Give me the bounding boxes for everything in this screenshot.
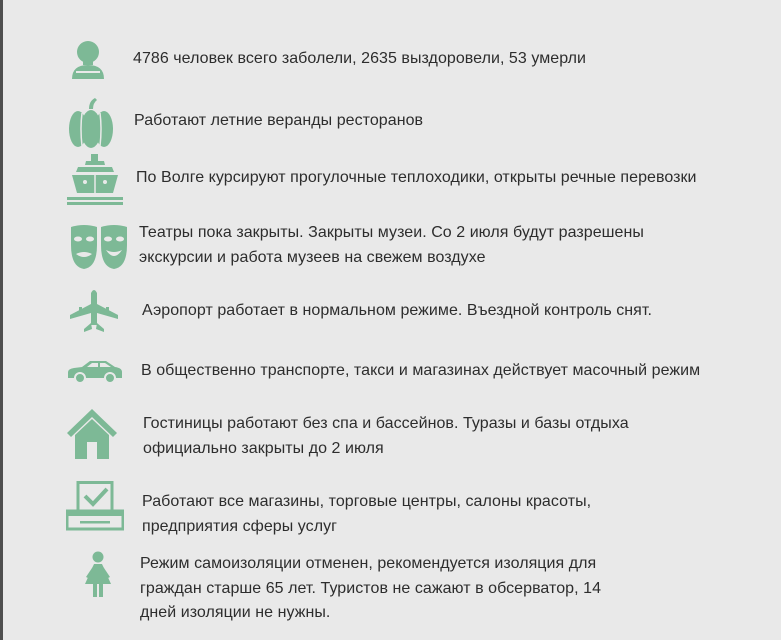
- ship-icon: [67, 153, 123, 206]
- item-text: [143, 412, 629, 461]
- item-text: 4786 человек всего заболели, 2635 выздоровели, 53 умерли: [133, 50, 586, 67]
- item-text: Работают летние веранды ресторанов: [134, 112, 424, 129]
- ballot-box-icon: [66, 481, 124, 531]
- item-text-line: экскурсии и работа музеев на свежем воздухе: [139, 248, 486, 266]
- item-text-line: дней изоляции не нужны.: [140, 604, 331, 621]
- item-text-line: Работают все магазины, торговые центры, салоны красоты,: [142, 493, 592, 510]
- item-text-line: Театры пока закрыты. Закрыты музеи. Со 2 июля будут разрешены: [139, 224, 644, 241]
- item-text: В общественно транспорте, такси и магазинах действует масочный режим: [141, 362, 701, 379]
- item-text-line: официально закрыты до 2 июля: [143, 439, 384, 457]
- car-icon: [66, 359, 124, 383]
- left-border: [0, 0, 3, 640]
- airplane-icon: [70, 287, 118, 333]
- item-text: [139, 221, 644, 270]
- house-icon: [66, 408, 118, 460]
- item-text-line: предприятия сферы услуг: [142, 517, 338, 535]
- item-text: [142, 490, 591, 539]
- item-text-line: Гостиницы работают без спа и бассейнов. Туразы и базы отдыха: [143, 415, 629, 432]
- item-text-line: граждан старше 65 лет. Туристов не сажают в обсерватор, 14: [140, 579, 602, 597]
- item-text-line: Режим самоизоляции отменен, рекомендуется изоляция для: [140, 555, 597, 572]
- woman-icon: [82, 551, 114, 597]
- item-text: По Волге курсируют прогулочные теплоходики, открыты речные перевозки: [136, 169, 697, 186]
- theater-masks-icon: [70, 224, 128, 272]
- person-icon: [70, 40, 106, 79]
- item-text: [140, 552, 601, 626]
- item-text: Аэропорт работает в нормальном режиме. Въездной контроль снят.: [142, 302, 652, 319]
- pumpkin-icon: [68, 97, 114, 149]
